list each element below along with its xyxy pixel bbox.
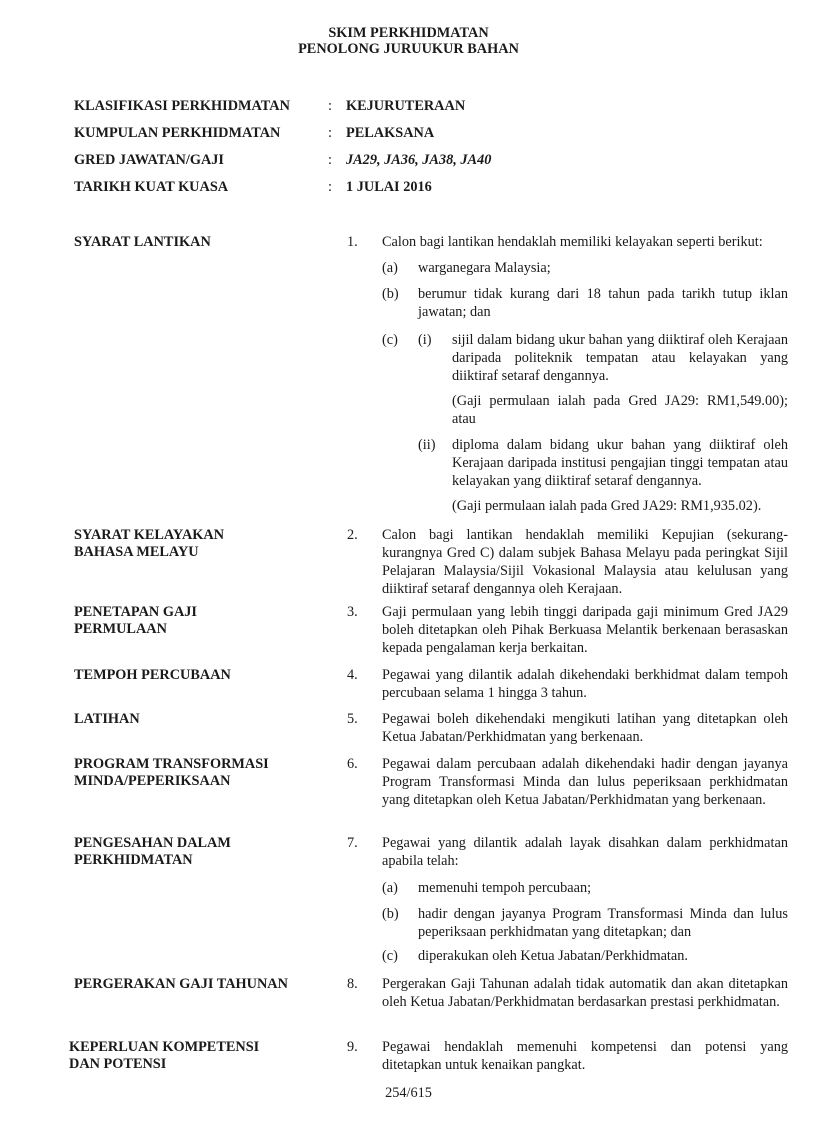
- info-label-tarikh: TARIKH KUAT KUASA: [74, 179, 229, 195]
- info-label-gred: GRED JAWATAN/GAJI: [74, 152, 224, 168]
- section-text: Pegawai yang dilantik adalah dikehendaki berkhidmat dalam tempoh percubaan selama 1 hingga 3 tahun.: [382, 667, 788, 701]
- list-marker: (b): [382, 286, 399, 302]
- list-marker: (a): [382, 880, 398, 896]
- section-heading-keperluan-kompetensi-line2: DAN POTENSI: [69, 1056, 167, 1072]
- section-number: 3.: [347, 604, 358, 620]
- salary-note: (Gaji permulaan ialah pada Gred JA29: RM1,549.00); atau: [452, 393, 788, 427]
- page-number: 254/615: [385, 1085, 432, 1101]
- section-heading-syarat-kelayakan: SYARAT KELAYAKAN: [74, 527, 225, 543]
- info-colon: :: [328, 125, 332, 141]
- section-text: Pegawai hendaklah memenuhi kompetensi dan potensi yang ditetapkan untuk kenaikan pangkat.: [382, 1039, 788, 1073]
- section-heading-pengesahan: PENGESAHAN DALAM: [74, 835, 231, 851]
- document-title-line1: SKIM PERKHIDMATAN: [328, 25, 489, 41]
- sub-list-marker: (i): [418, 332, 432, 348]
- list-marker: (b): [382, 906, 399, 922]
- section-heading-tempoh-percubaan: TEMPOH PERCUBAAN: [74, 667, 231, 683]
- section-text: Calon bagi lantikan hendaklah memiliki kelayakan seperti berikut:: [382, 234, 763, 250]
- list-item-text: hadir dengan jayanya Program Transformasi Minda dan lulus peperiksaan perkhidmatan yang ditetapkan; dan: [418, 906, 788, 940]
- list-item-text: warganegara Malaysia;: [418, 260, 551, 276]
- section-text: Pegawai yang dilantik adalah layak disahkan dalam perkhidmatan apabila telah:: [382, 835, 788, 869]
- document-title-line2: PENOLONG JURUUKUR BAHAN: [298, 41, 519, 57]
- section-heading-pergerakan-gaji: PERGERAKAN GAJI TAHUNAN: [74, 976, 288, 992]
- salary-note: (Gaji permulaan ialah pada Gred JA29: RM1,935.02).: [452, 498, 762, 514]
- section-text: Pegawai dalam percubaan adalah dikehendaki hadir dengan jayanya Program Transformasi Minda dan lulus peperiksaan perkhidmatan yang ditetapkan oleh Ketua Jabatan/Perkhidmatan yang berkenaan.: [382, 756, 788, 808]
- section-heading-program-transformasi: PROGRAM TRANSFORMASI: [74, 756, 269, 772]
- info-label-kumpulan: KUMPULAN PERKHIDMATAN: [74, 125, 281, 141]
- list-marker: (c): [382, 332, 398, 348]
- section-heading-program-transformasi-line2: MINDA/PEPERIKSAAN: [74, 773, 231, 789]
- sub-list-marker: (ii): [418, 437, 436, 453]
- section-number: 7.: [347, 835, 358, 851]
- info-value-gred: JA29, JA36, JA38, JA40: [346, 152, 492, 168]
- section-heading-penetapan-gaji-line2: PERMULAAN: [74, 621, 167, 637]
- section-heading-pengesahan-line2: PERKHIDMATAN: [74, 852, 193, 868]
- section-heading-keperluan-kompetensi: KEPERLUAN KOMPETENSI: [69, 1039, 260, 1055]
- sub-list-item-text: diploma dalam bidang ukur bahan yang diiktiraf oleh Kerajaan daripada institusi pengajian tinggi tempatan atau kelayakan yang diiktiraf setaraf dengannya.: [452, 437, 788, 489]
- info-colon: :: [328, 98, 332, 114]
- info-value-tarikh: 1 JULAI 2016: [346, 179, 432, 195]
- section-text: Gaji permulaan yang lebih tinggi daripada gaji minimum Gred JA29 boleh ditetapkan oleh Pihak Berkuasa Melantik berkenaan berasaskan kepada pengalaman kerja berkaitan.: [382, 604, 788, 656]
- info-value-kumpulan: PELAKSANA: [346, 125, 435, 141]
- section-number: 4.: [347, 667, 358, 683]
- section-heading-penetapan-gaji: PENETAPAN GAJI: [74, 604, 197, 620]
- section-heading-syarat-lantikan: SYARAT LANTIKAN: [74, 234, 211, 250]
- sub-list-item-text: sijil dalam bidang ukur bahan yang diiktiraf oleh Kerajaan daripada politeknik tempatan atau kelayakan yang diiktiraf setaraf dengannya.: [452, 332, 788, 384]
- section-text: Pegawai boleh dikehendaki mengikuti latihan yang ditetapkan oleh Ketua Jabatan/Perkhidmatan yang berkenaan.: [382, 711, 788, 745]
- section-number: 6.: [347, 756, 358, 772]
- section-number: 5.: [347, 711, 358, 727]
- section-number: 2.: [347, 527, 358, 543]
- list-item-text: berumur tidak kurang dari 18 tahun pada tarikh tutup iklan jawatan; dan: [418, 286, 788, 320]
- section-text: Calon bagi lantikan hendaklah memiliki Kepujian (sekurang-kurangnya Gred C) dalam subjek Bahasa Melayu pada peringkat Sijil Pelajaran Malaysia/Sijil Vokasional Malaysia atau kelulusan yang diiktiraf setaraf dengannya oleh Kerajaan.: [382, 527, 788, 597]
- info-value-klasifikasi: KEJURUTERAAN: [346, 98, 466, 114]
- section-heading-latihan: LATIHAN: [74, 711, 140, 727]
- section-number: 8.: [347, 976, 358, 992]
- section-heading-syarat-kelayakan-line2: BAHASA MELAYU: [74, 544, 199, 560]
- section-number: 1.: [347, 234, 358, 250]
- list-marker: (a): [382, 260, 398, 276]
- section-number: 9.: [347, 1039, 358, 1055]
- section-text: Pergerakan Gaji Tahunan adalah tidak automatik dan akan ditetapkan oleh Ketua Jabatan/Perkhidmatan berdasarkan prestasi perkhidmatan.: [382, 976, 788, 1010]
- info-label-klasifikasi: KLASIFIKASI PERKHIDMATAN: [74, 98, 290, 114]
- info-colon: :: [328, 152, 332, 168]
- list-item-text: diperakukan oleh Ketua Jabatan/Perkhidmatan.: [418, 948, 688, 964]
- list-item-text: memenuhi tempoh percubaan;: [418, 880, 592, 896]
- list-marker: (c): [382, 948, 398, 964]
- info-colon: :: [328, 179, 332, 195]
